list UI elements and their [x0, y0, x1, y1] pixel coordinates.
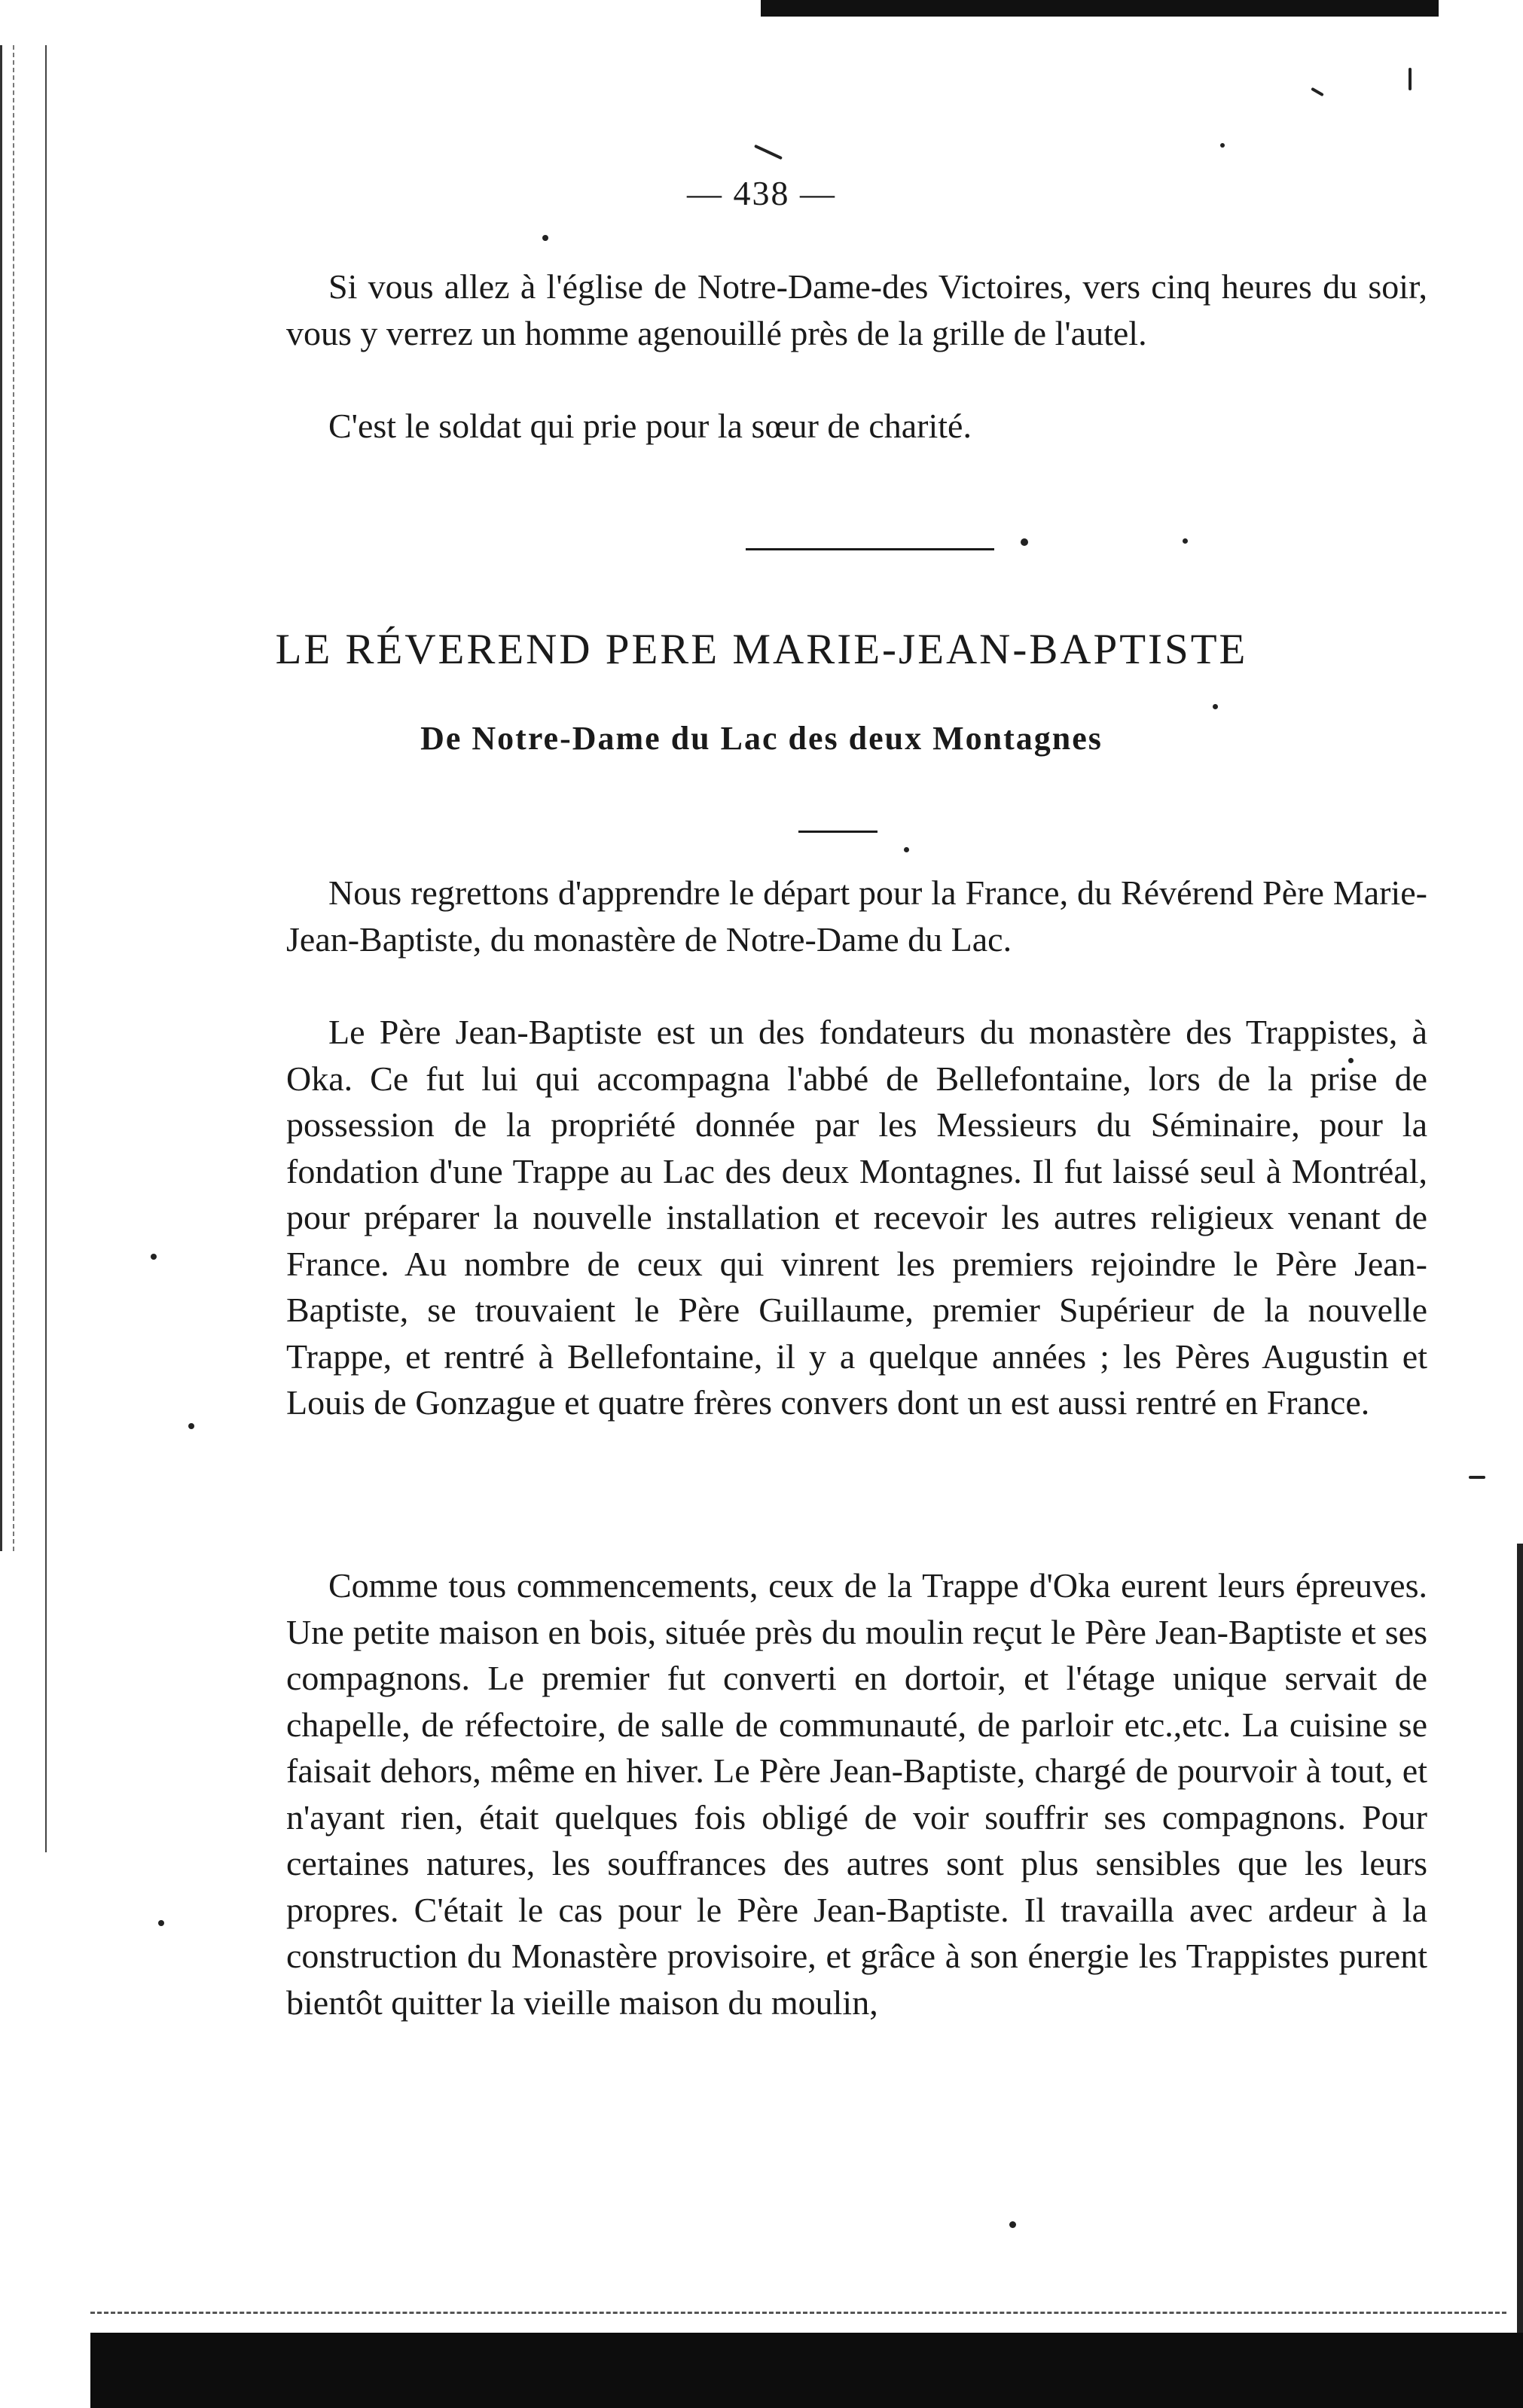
scan-speck	[158, 1920, 164, 1926]
page-number: — 438 —	[687, 174, 836, 212]
scan-speck	[151, 1254, 157, 1260]
scan-speck	[542, 235, 548, 241]
scan-speck	[1183, 538, 1188, 544]
scan-border-bottom	[90, 2333, 1523, 2408]
scan-speck	[1220, 143, 1225, 148]
scan-dashed-rule	[90, 2312, 1506, 2314]
scan-border-right	[1517, 1544, 1523, 2334]
scan-speck	[1409, 68, 1412, 90]
intro-paragraph: Si vous allez à l'église de Notre-Dame-des Victoires, vers cinq heures du soir, vous y verrez un homme agenouillé près de la grille de l'autel.	[286, 267, 1427, 352]
intro-closing: C'est le soldat qui prie pour la sœur de charité.	[328, 407, 972, 445]
scan-speck	[1213, 704, 1218, 709]
heading-rule	[798, 831, 877, 833]
scan-speck	[1009, 2221, 1016, 2228]
body-paragraph-1: Nous regrettons d'apprendre le départ pour la France, du Révérend Père Marie-Jean-Baptiste, du monastère de Notre-Dame du Lac.	[286, 873, 1427, 959]
scan-speck	[1021, 538, 1028, 546]
scan-border-left	[0, 45, 14, 1551]
scan-speck	[754, 145, 783, 160]
article-subheading: De Notre-Dame du Lac des deux Montagnes	[420, 720, 1103, 757]
body-paragraph-2: Le Père Jean-Baptiste est un des fondateurs du monastère des Trappistes, à Oka. Ce fut lui qui accompagna l'abbé de Bellefontaine, lors de la prise de possession de la propriété donnée par les Messieurs du Séminaire, pour la fondation d'une Trappe au Lac des deux Montagnes. Il fut laissé seul à Montréal, pour préparer la nouvelle installation et recevoir les autres religieux venant de France. Au nombre de ceux qui vinrent les premiers rejoindre le Père Jean-Baptiste, se trouvaient le Père Guillaume, premier Supérieur de la nouvelle Trappe, et rentré à Bellefontaine, il y a quelque années ; les Pères Augustin et Louis de Gonzague et quatre frères convers dont un est aussi rentré en France.	[286, 1013, 1427, 1422]
section-separator	[746, 548, 994, 550]
scan-speck	[188, 1423, 194, 1429]
scan-speck	[1469, 1476, 1485, 1479]
body-paragraph-3: Comme tous commencements, ceux de la Trappe d'Oka eurent leurs épreuves. Une petite maison en bois, située près du moulin reçut le Père Jean-Baptiste et ses compagnons. Le premier fut converti en dortoir, et l'étage unique servait de chapelle, de réfectoire, de salle de communauté, de parloir etc.,etc. La cuisine se faisait dehors, même en hiver. Le Père Jean-Baptiste, chargé de pourvoir à tout, et n'ayant rien, était quelques fois obligé de voir souffrir ses compagnons. Pour certaines natures, les souffrances des autres sont plus sensibles que les leurs propres. C'était le cas pour le Père Jean-Baptiste. Il travailla avec ardeur à la construction du Monastère provisoire, et grâce à son énergie les Trappistes purent bientôt quitter la vieille maison du moulin,	[286, 1566, 1427, 2022]
article-heading: LE RÉVEREND PERE MARIE-JEAN-BAPTISTE	[275, 626, 1248, 673]
scan-speck	[1311, 87, 1324, 96]
scan-border-top	[761, 0, 1439, 17]
scan-binding-line	[45, 45, 51, 1852]
scan-speck	[904, 847, 909, 852]
